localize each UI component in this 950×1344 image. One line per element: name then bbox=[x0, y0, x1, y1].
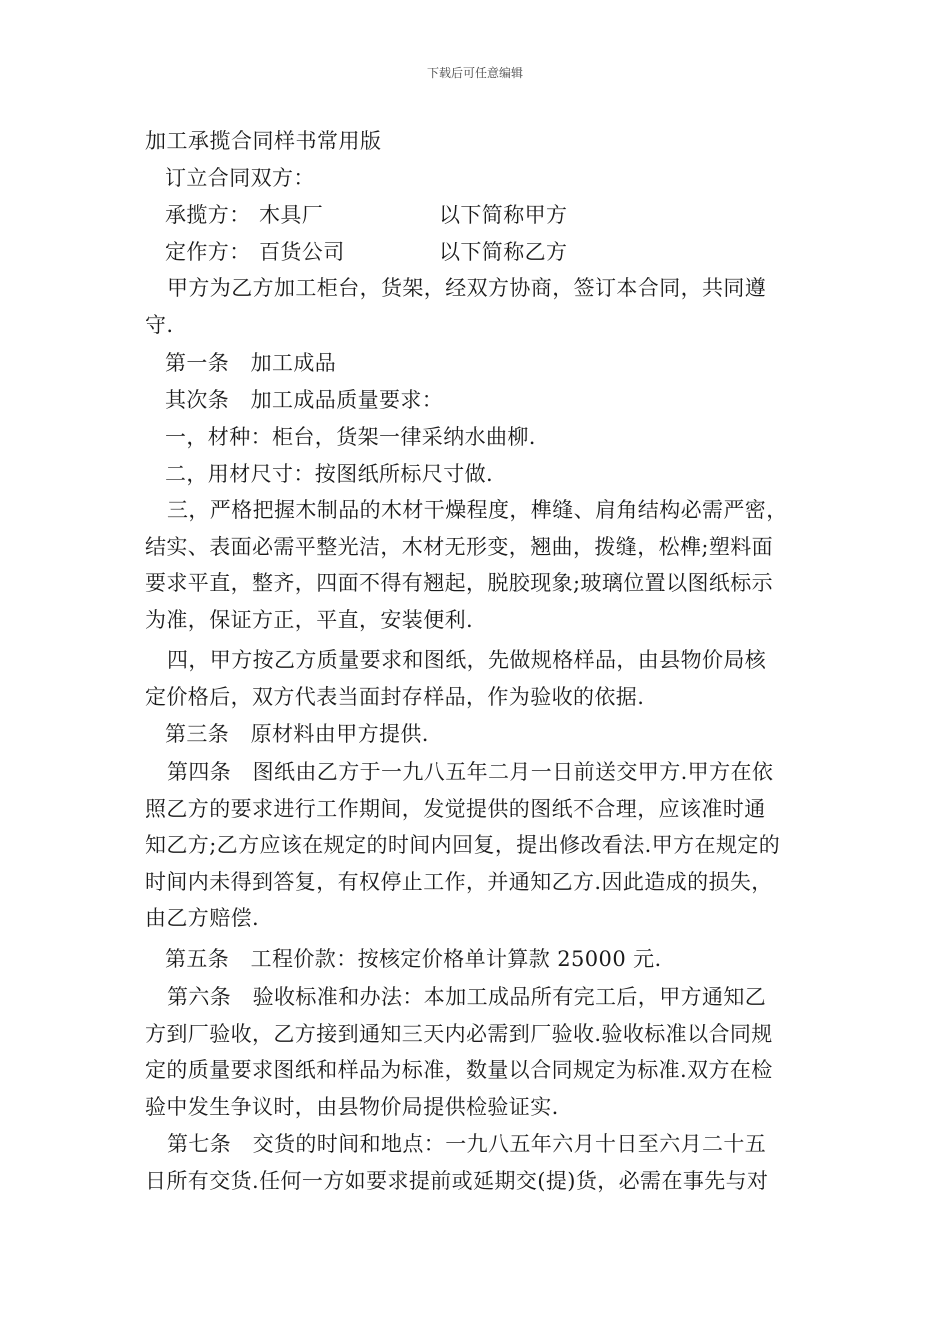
article-6-line: 验中发生争议时，由县物价局提供检验证实. bbox=[145, 1094, 559, 1119]
intro-paragraph bbox=[145, 272, 825, 345]
party-b-name: 百货公司 bbox=[259, 240, 345, 264]
document-title: 加工承揽合同样书常用版 bbox=[145, 129, 382, 153]
party-b-alias: 以下简称乙方 bbox=[439, 240, 568, 264]
party-b-label: 定作方： bbox=[165, 240, 251, 264]
parties-heading: 订立合同双方： bbox=[165, 166, 315, 190]
item-1: 一，材种：柜台，货架一律采纳水曲柳. bbox=[165, 425, 536, 449]
header-note: 下载后可任意编辑 bbox=[426, 66, 523, 80]
article-7-line: 第七条 交货的时间和地点：一九八五年六月十日至六月二十五 bbox=[167, 1132, 767, 1156]
party-a-label: 承揽方： bbox=[165, 203, 251, 227]
item-3-line: 结实、表面必需平整光洁，木材无形变，翘曲，拨缝，松榫;塑料面 bbox=[145, 534, 774, 559]
item-3-paragraph bbox=[145, 494, 825, 640]
article-6-line: 定的质量要求图纸和样品为标准，数量以合同规定为标准.双方在检 bbox=[145, 1058, 773, 1082]
article-4-line: 由乙方赔偿. bbox=[145, 906, 260, 930]
article-6-paragraph bbox=[145, 981, 825, 1127]
article-7-line: 日所有交货.任何一方如要求提前或延期交(提)货，必需在事先与对 bbox=[145, 1168, 769, 1193]
intro-line: 甲方为乙方加工柜台，货架，经双方协商，签订本合同，共同遵 bbox=[167, 276, 767, 300]
article-4-line: 照乙方的要求进行工作期间，发觉提供的图纸不合理，应该准时通 bbox=[145, 796, 766, 821]
party-b-row bbox=[165, 236, 765, 264]
intro-line: 守. bbox=[145, 312, 174, 337]
article-3: 第三条 原材料由甲方提供. bbox=[165, 722, 429, 746]
item-4-line: 四，甲方按乙方质量要求和图纸，先做规格样品，由县物价局核 bbox=[167, 648, 767, 672]
party-a-row bbox=[165, 199, 765, 227]
item-3-line: 三，严格把握木制品的木材干燥程度，榫缝、肩角结构必需严密， bbox=[167, 498, 788, 522]
article-5: 第五条 工程价款：按核定价格单计算款 25000 元. bbox=[165, 947, 662, 971]
article-6-line: 方到厂验收，乙方接到通知三天内必需到厂验收.验收标准以合同规 bbox=[145, 1021, 773, 1046]
party-a-name: 木具厂 bbox=[259, 203, 324, 227]
party-a-alias: 以下简称甲方 bbox=[439, 203, 568, 227]
article-4-line: 知乙方;乙方应该在规定的时间内回复，提出修改看法.甲方在规定的 bbox=[145, 833, 781, 857]
article-4-paragraph bbox=[145, 756, 825, 939]
item-4-paragraph bbox=[145, 644, 825, 717]
article-4-line: 第四条 图纸由乙方于一九八五年二月一日前送交甲方.甲方在依 bbox=[167, 760, 774, 784]
item-3-line: 为准，保证方正，平直，安装便利. bbox=[145, 607, 474, 632]
article-4-line: 时间内未得到答复，有权停止工作，并通知乙方.因此造成的损失， bbox=[145, 869, 773, 894]
item-2: 二，用材尺寸：按图纸所标尺寸做. bbox=[165, 462, 494, 486]
article-2: 其次条 加工成品质量要求： bbox=[165, 388, 444, 412]
item-3-line: 要求平直，整齐，四面不得有翘起，脱胶现象;玻璃位置以图纸标示 bbox=[145, 571, 774, 595]
article-1: 第一条 加工成品 bbox=[165, 351, 337, 375]
article-6-line: 第六条 验收标准和办法：本加工成品所有完工后，甲方通知乙 bbox=[167, 985, 767, 1009]
item-4-line: 定价格后，双方代表当面封存样品，作为验收的依据. bbox=[145, 684, 645, 709]
article-7-paragraph bbox=[145, 1128, 825, 1201]
